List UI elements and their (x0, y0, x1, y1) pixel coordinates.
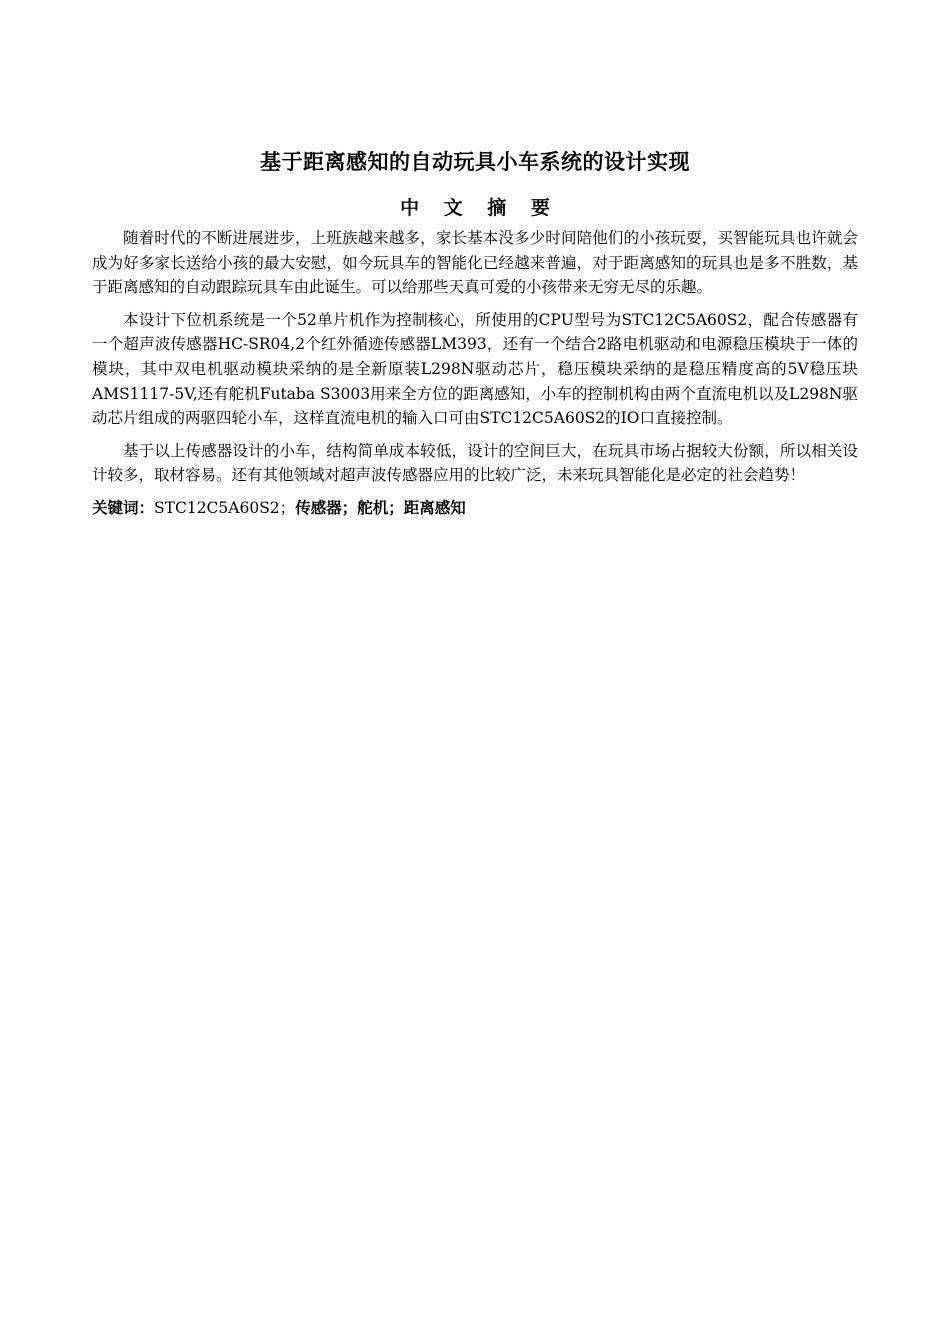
keyword-mcu: STC12C5A60S2； (154, 498, 296, 517)
keywords-rest: 传感器；舵机；距离感知 (295, 498, 466, 517)
abstract-heading: 中 文 摘 要 (400, 197, 559, 219)
keywords-line (92, 496, 858, 520)
abstract-paragraph-2: 本设计下位机系统是一个52单片机作为控制核心，所使用的CPU型号为STC12C5A60S2，配合传感器有一个超声波传感器HC-SR04,2个红外循迹传感器LM393，还有一个结合2路电机驱动和电源稳压模块于一体的模块，其中双电机驱动模块采纳的是全新原装L298N驱动芯片，稳压模块采纳的是稳压精度高的5V稳压块AMS1117-5V,还有舵机Futaba S3003用来全方位的距离感知，小车的控制机构由两个直流电机以及L298N驱动芯片组成的两驱四轮小车，这样直流电机的输入口可由STC12C5A60S2的IO口直接控制。 (92, 310, 858, 428)
document-content (92, 144, 858, 520)
abstract-paragraph-1: 随着时代的不断进展进步，上班族越来越多，家长基本没多少时间陪他们的小孩玩耍，买智能玩具也许就会成为好多家长送给小孩的最大安慰，如今玩具车的智能化已经越来普遍，对于距离感知的玩具也是多不胜数，基于距离感知的自动跟踪玩具车由此诞生。可以给那些天真可爱的小孩带来无穷无尽的乐趣。 (92, 229, 858, 297)
abstract-paragraph-3: 基于以上传感器设计的小车，结构简单成本较低，设计的空间巨大，在玩具市场占据较大份额，所以相关设计较多，取材容易。还有其他领域对超声波传感器应用的比较广泛，未来玩具智能化是必定的社会趋势！ (92, 441, 858, 485)
document-title: 基于距离感知的自动玩具小车系统的设计实现 (260, 150, 690, 174)
keywords-label: 关键词： (92, 498, 155, 517)
